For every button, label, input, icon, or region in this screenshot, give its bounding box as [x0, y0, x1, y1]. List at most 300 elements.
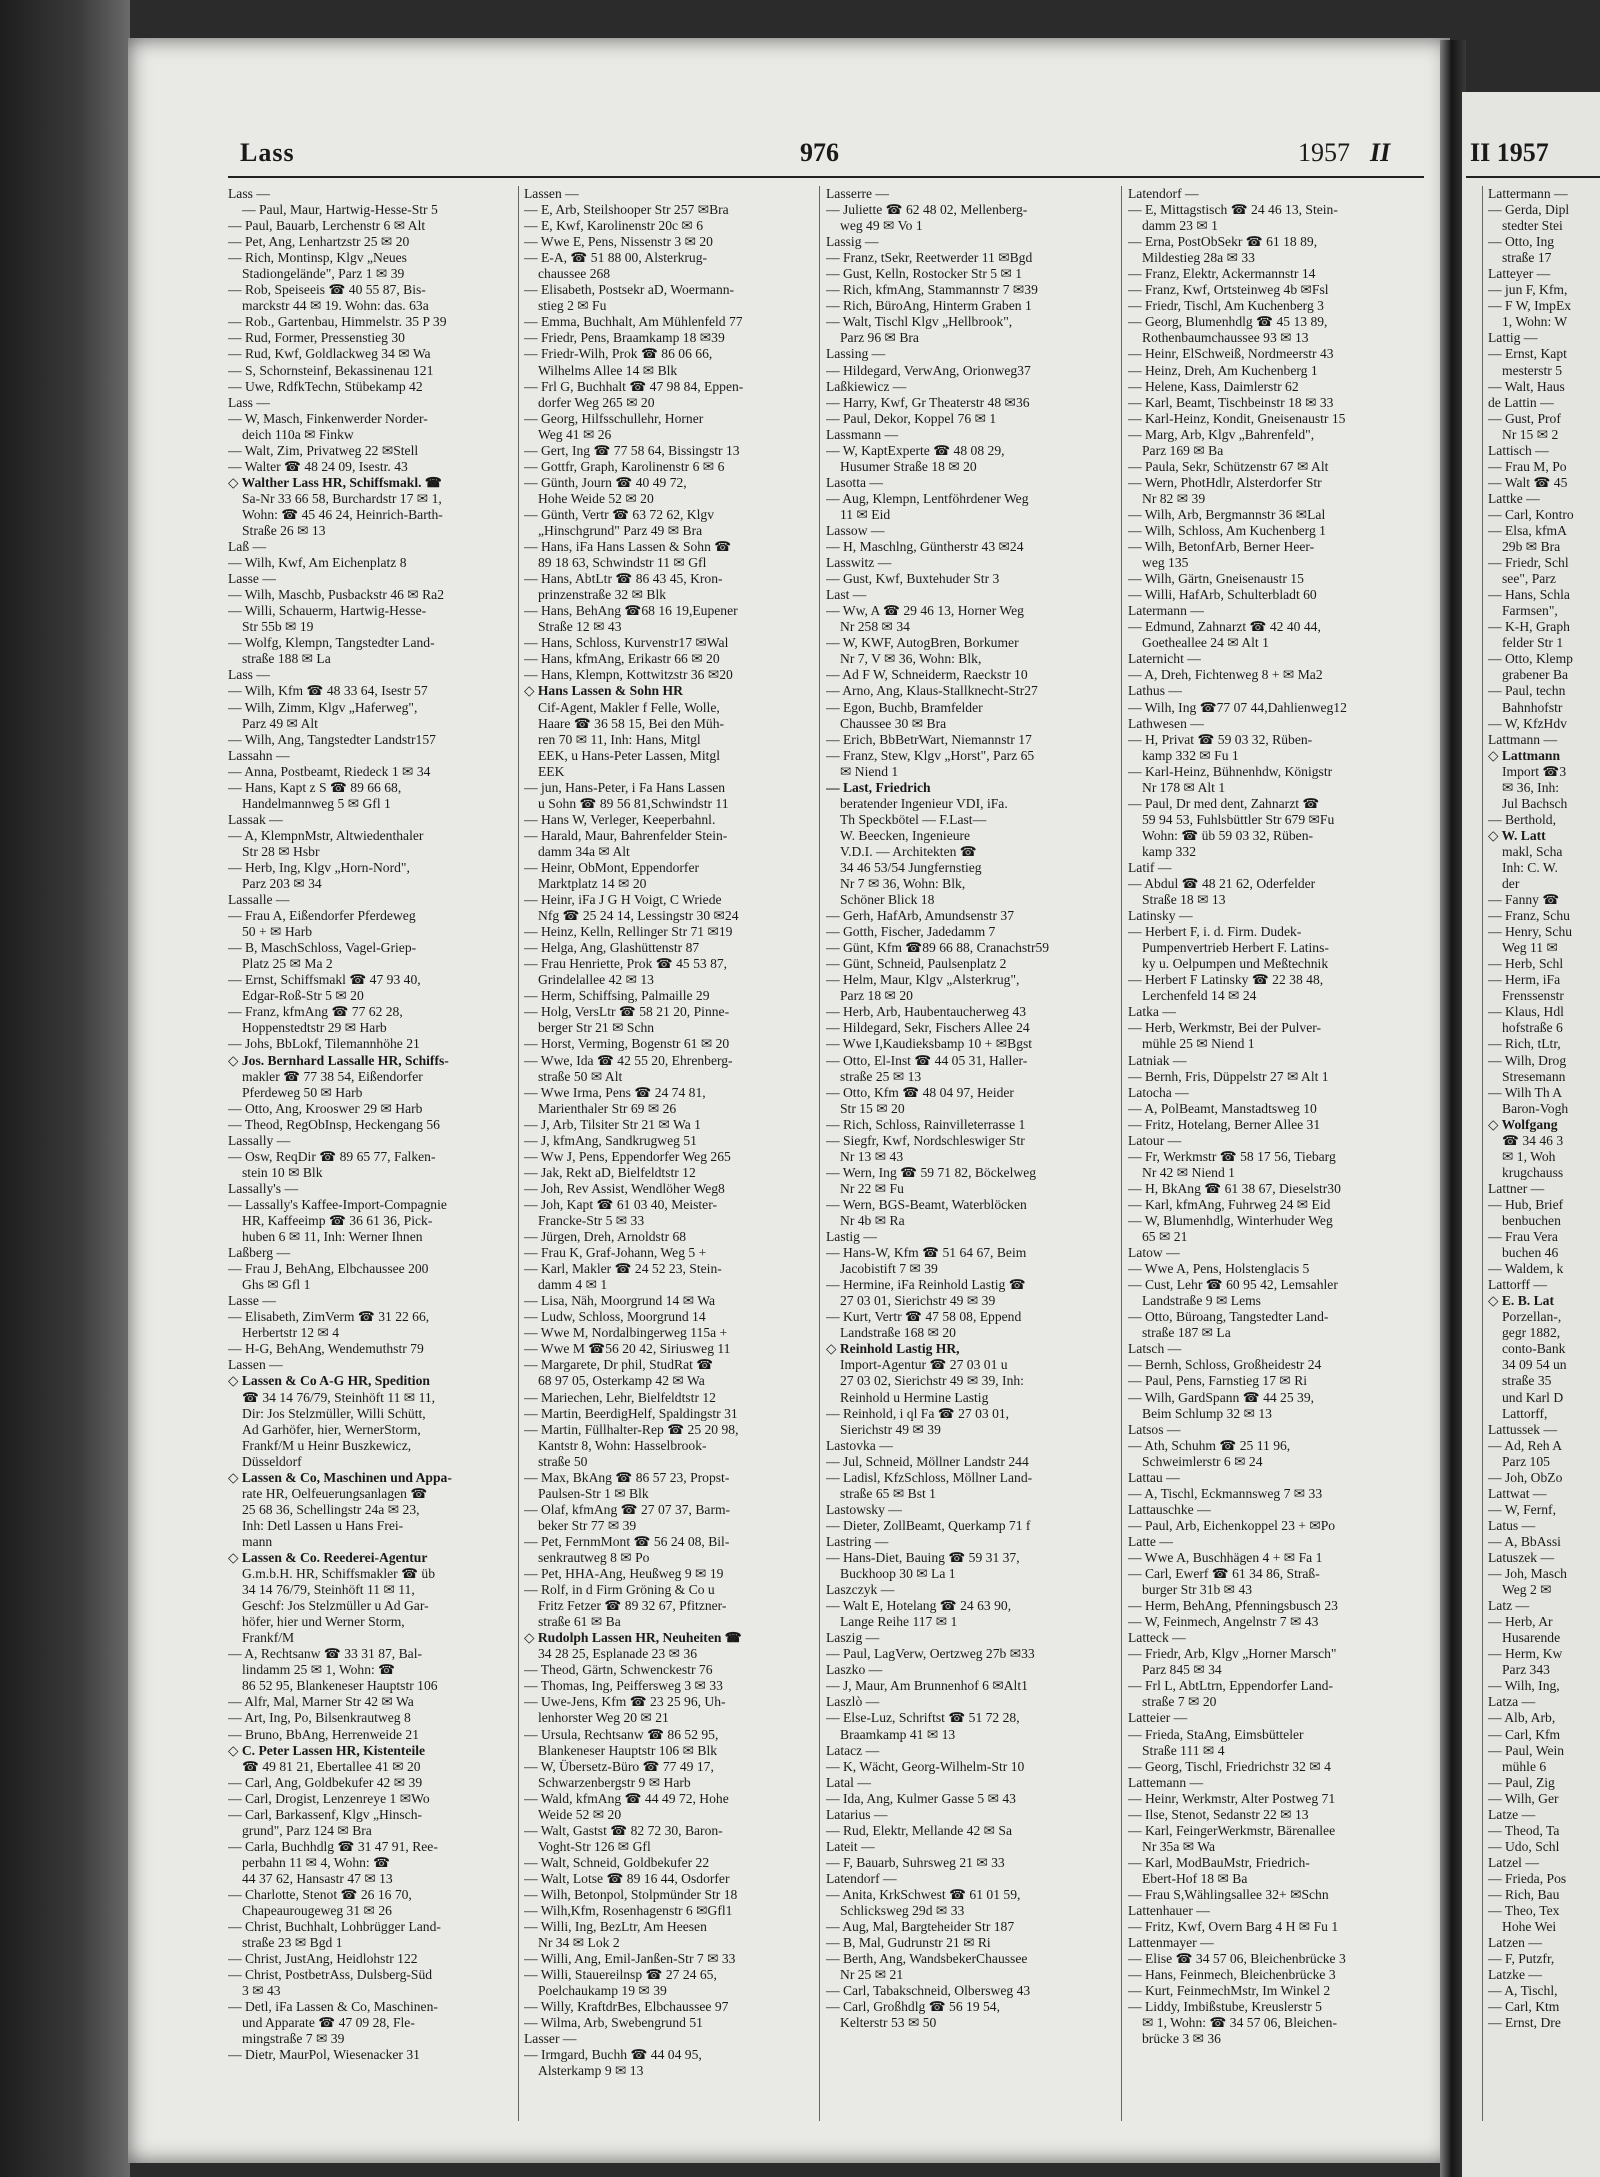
directory-entry: — Christ, Buchhalt, Lohbrügger Land-: [228, 1919, 441, 1935]
directory-entry: — H-G, BehAng, Wendemuthstr 79: [228, 1341, 424, 1357]
entry-continuation: 27 03 02, Sierichstr 49 ✉ 39, Inh:: [840, 1373, 1024, 1389]
entry-continuation: und Apparate ☎ 47 09 28, Fle-: [242, 2015, 415, 2031]
entry-continuation: makl, Scha: [1502, 843, 1563, 859]
entry-continuation: Landstraße 9 ✉ Lems: [1142, 1293, 1261, 1309]
entry-continuation: Edgar-Roß-Str 5 ✉ 20: [242, 988, 364, 1004]
directory-entry: — Franz, Elektr, Ackermannstr 14: [1128, 266, 1316, 282]
surname-heading: Latendorf —: [1128, 186, 1199, 201]
directory-entry: — Egon, Buchb, Bramfelder: [826, 699, 983, 715]
entry-continuation: lindamm 25 ✉ 1, Wohn: ☎: [242, 1662, 396, 1678]
entry-continuation: 1, Wohn: W: [1502, 314, 1568, 330]
directory-entry: — Otto, Kfm ☎ 48 04 97, Heider: [826, 1084, 1014, 1100]
directory-entry: — Heinr, ElSchweiß, Nordmeerstr 43: [1128, 346, 1334, 362]
directory-entry: — Rob, Speiseeis ☎ 40 55 87, Bis-: [228, 282, 426, 298]
directory-entry: — Willy, KraftdrBes, Elbchaussee 97: [524, 1999, 729, 2015]
adjacent-header-rule: [1466, 176, 1600, 178]
entry-continuation: Herbertstr 12 ✉ 4: [242, 1325, 340, 1341]
entry-continuation: — Paul, Maur, Hartwig-Hesse-Str 5: [242, 202, 438, 218]
directory-entry: — Hildegard, VerwAng, Orionweg37: [826, 362, 1031, 378]
directory-entry: — Günt, Schneid, Paulsenplatz 2: [826, 956, 1007, 972]
directory-entry: — Elise ☎ 34 57 06, Bleichenbrücke 3: [1128, 1951, 1346, 1967]
directory-entry: — Franz, Schu: [1488, 908, 1570, 924]
surname-heading: Lass —: [228, 186, 270, 201]
surname-heading: Lattorff —: [1488, 1277, 1548, 1293]
entry-continuation: Str 15 ✉ 20: [840, 1100, 905, 1116]
entry-continuation: Schweimlerstr 6 ✉ 24: [1142, 1453, 1263, 1469]
header-rule: [228, 176, 1424, 178]
entry-continuation: ✉ 1, Wohn: ☎ 34 57 06, Bleichen-: [1142, 2015, 1337, 2031]
entry-continuation: Francke-Str 5 ✉ 33: [538, 1213, 645, 1228]
entry-continuation: u Sohn ☎ 89 56 81,Schwindstr 11: [538, 795, 729, 811]
surname-heading: Lattig —: [1488, 330, 1538, 346]
directory-entry: — Wilh Th A: [1488, 1084, 1563, 1100]
entry-continuation: chaussee 268: [538, 266, 611, 282]
surname-heading: Lassalle —: [228, 892, 290, 908]
surname-heading: Lattemann —: [1128, 1774, 1204, 1790]
entry-continuation: 11 ✉ Eid: [840, 506, 891, 522]
entry-continuation: ✉ Niend 1: [840, 763, 899, 779]
surname-heading: Lassally —: [228, 1132, 291, 1148]
directory-entry: — Udo, Schl: [1488, 1838, 1560, 1854]
directory-entry: — Karl, kfmAng, Fuhrweg 24 ✉ Eid: [1128, 1196, 1331, 1212]
directory-entry: — Günt, Kfm ☎89 66 88, Cranachstr59: [826, 940, 1050, 956]
entry-continuation: straße 35: [1502, 1373, 1552, 1389]
surname-heading: Latzen —: [1488, 1935, 1542, 1951]
entry-continuation: Geschf: Jos Stelzmüller u Ad Gar-: [242, 1598, 429, 1614]
surname-heading: Latarius —: [826, 1806, 888, 1822]
directory-entry: — Carl, Tabakschneid, Olbersweg 43: [826, 1983, 1031, 1999]
directory-entry: — Günth, Vertr ☎ 63 72 62, Klgv: [524, 506, 714, 522]
entry-continuation: Haare ☎ 36 58 15, Bei den Müh-: [538, 715, 725, 731]
directory-entry: — jun, Hans-Peter, i Fa Hans Lassen: [524, 779, 726, 795]
directory-entry: — Hans, iFa Hans Lassen & Sohn ☎: [524, 539, 732, 555]
directory-entry: — Carl, Drogist, Lenzenreye 1 ✉Wo: [228, 1790, 430, 1806]
surname-heading: Laszig —: [826, 1630, 880, 1646]
directory-entry: — Theod, RegObInsp, Heckengang 56: [228, 1116, 440, 1132]
entry-continuation: Alsterkamp 9 ✉ 13: [538, 2063, 644, 2079]
entry-continuation: straße 25 ✉ 13: [840, 1068, 922, 1084]
directory-entry: — Elisabeth, Postsekr aD, Woermann-: [524, 282, 735, 298]
entry-continuation: Bahnhofstr: [1502, 699, 1563, 715]
directory-entry: — Herb, Schl: [1488, 956, 1564, 972]
entry-continuation: makler ☎ 77 38 54, Eißendorfer: [242, 1068, 423, 1084]
directory-entry: — Hans, Schloss, Kurvenstr17 ✉Wal: [524, 635, 729, 651]
directory-entry: — Wern, BGS-Beamt, Waterblöcken: [826, 1196, 1027, 1212]
directory-entry: — Fritz, Kwf, Overn Barg 4 H ✉ Fu 1: [1128, 1919, 1339, 1935]
entry-continuation: Import-Agentur ☎ 27 03 01 u: [840, 1357, 1008, 1373]
entry-continuation: Nr 35a ✉ Wa: [1142, 1838, 1216, 1854]
directory-entry: — Otto, Klemp: [1488, 651, 1573, 667]
entry-continuation: Hohe Weide 52 ✉ 20: [538, 490, 654, 506]
entry-continuation: dorfer Weg 265 ✉ 20: [538, 394, 655, 410]
directory-entry: — Wwe M ☎56 20 42, Siriusweg 11: [524, 1341, 731, 1357]
entry-continuation: kamp 332 ✉ Fu 1: [1142, 747, 1239, 763]
directory-entry: — Heinr, Werkmstr, Alter Postweg 71: [1128, 1790, 1336, 1806]
entry-continuation: 65 ✉ 21: [1142, 1229, 1188, 1245]
directory-entry: — Willi, Ing, BezLtr, Am Heesen: [524, 1919, 707, 1935]
directory-entry: — E-A, ☎ 51 88 00, Alsterkrug-: [524, 250, 708, 266]
entry-continuation: senkrautweg 8 ✉ Po: [538, 1549, 650, 1565]
surname-heading: Lattwat —: [1488, 1485, 1547, 1501]
directory-entry: — Alfr, Mal, Marner Str 42 ✉ Wa: [228, 1694, 414, 1710]
directory-entry: — Carl, Ewerf ☎ 61 34 86, Straß-: [1128, 1566, 1320, 1582]
entry-continuation: straße 7 ✉ 20: [1142, 1694, 1217, 1710]
surname-heading: Latsos —: [1128, 1421, 1181, 1437]
directory-entry: — Fritz, Hotelang, Berner Allee 31: [1128, 1116, 1321, 1132]
surname-heading: Laszko —: [826, 1662, 883, 1678]
entry-continuation: straße 50 ✉ Alt: [538, 1068, 623, 1084]
entry-continuation: Chaussee 30 ✉ Bra: [840, 715, 947, 731]
surname-heading: Latte —: [1128, 1533, 1173, 1549]
directory-entry: — Wilh, Ing ☎77 07 44,Dahlienweg12: [1128, 699, 1347, 715]
directory-entry: — A, Rechtsanw ☎ 33 31 87, Bal-: [228, 1646, 423, 1662]
directory-entry: — Thomas, Ing, Peiffersweg 3 ✉ 33: [524, 1678, 723, 1694]
adjacent-page-column: [1488, 186, 1600, 2121]
entry-continuation: ✉ 36, Inh:: [1502, 779, 1560, 795]
directory-entry: — Walt, Tischl Klgv „Hellbrook",: [826, 314, 1013, 330]
entry-continuation: Nfg ☎ 25 24 14, Lessingstr 30 ✉24: [538, 908, 739, 924]
directory-entry: — Charlotte, Stenot ☎ 26 16 70,: [228, 1886, 412, 1902]
directory-entry: — Ad, Reh A: [1488, 1437, 1563, 1453]
directory-entry: — Rich, Bau: [1488, 1886, 1560, 1902]
running-head-volume: II: [1370, 138, 1391, 167]
directory-entry: — Heinr, iFa J G H Voigt, C Wriede: [524, 892, 722, 908]
surname-heading: Latif —: [1128, 859, 1172, 875]
directory-entry: — W, Blumenhdlg, Winterhuder Weg: [1128, 1213, 1333, 1228]
directory-entry: ◇ E. B. Lat: [1488, 1293, 1554, 1309]
directory-entry: — Johs, BbLokf, Tilemannhöhe 21: [228, 1036, 420, 1052]
directory-entry: — Jul, Schneid, Möllner Landstr 244: [826, 1453, 1029, 1469]
entry-continuation: Poelchaukamp 19 ✉ 39: [538, 1983, 667, 1999]
directory-entry: — Dieter, ZollBeamt, Querkamp 71 f: [826, 1517, 1031, 1533]
directory-entry: — Herbert F Latinsky ☎ 22 38 48,: [1128, 972, 1324, 988]
directory-entry: — Ilse, Stenot, Sedanstr 22 ✉ 13: [1128, 1806, 1309, 1822]
directory-entry: — Franz, Stew, Klgv „Horst", Parz 65: [826, 747, 1035, 763]
entry-continuation: Schöner Blick 18: [840, 892, 935, 908]
entry-continuation: Baron-Vogh: [1502, 1100, 1569, 1116]
entry-continuation: straße 50: [538, 1453, 588, 1469]
surname-heading: Lattermann —: [1488, 186, 1568, 201]
directory-entry: — Frau Vera: [1488, 1229, 1558, 1245]
directory-entry: — Herm, BehAng, Pfenningsbusch 23: [1128, 1598, 1338, 1614]
entry-continuation: mühle 25 ✉ Niend 1: [1142, 1036, 1255, 1052]
directory-entry: — Gust, Prof: [1488, 410, 1561, 426]
directory-entry: — Willi, HafArb, Schulterbladt 60: [1128, 587, 1317, 603]
entry-continuation: Straße 26 ✉ 13: [242, 522, 326, 538]
surname-heading: Latz —: [1488, 1598, 1530, 1614]
entry-continuation: straße 187 ✉ La: [1142, 1325, 1231, 1341]
entry-continuation: 34 14 76/79, Steinhöft 11 ✉ 11,: [242, 1582, 415, 1598]
entry-continuation: Straße 12 ✉ 43: [538, 619, 622, 635]
directory-entry: — jun F, Kfm,: [1488, 282, 1568, 298]
directory-entry: — Wwe E, Pens, Nissenstr 3 ✉ 20: [524, 234, 713, 250]
entry-continuation: HR, Kaffeeimp ☎ 36 61 36, Pick-: [242, 1213, 433, 1228]
entry-continuation: Dir: Jos Stelzmüller, Willi Schütt,: [242, 1405, 426, 1421]
directory-entry: — Gerda, Dipl: [1488, 202, 1570, 218]
directory-entry: — Paul, Dekor, Koppel 76 ✉ 1: [826, 410, 997, 426]
directory-entry: — Alb, Arb,: [1488, 1710, 1556, 1726]
directory-entry: — Liddy, Imbißstube, Kreuslerstr 5: [1128, 1999, 1322, 2015]
entry-continuation: 89 18 63, Schwindstr 11 ✉ Gfl: [538, 555, 707, 571]
directory-entry: — Carl, Kontro: [1488, 506, 1574, 522]
surname-heading: Lastring —: [826, 1533, 889, 1549]
entry-continuation: Platz 25 ✉ Ma 2: [242, 956, 333, 972]
directory-entry: — Art, Ing, Po, Bilsenkrautweg 8: [228, 1710, 411, 1726]
directory-entry: — Frieda, StaAng, Eimsbütteler: [1128, 1726, 1304, 1742]
directory-entry: — Herm, Schiffsing, Palmaille 29: [524, 988, 710, 1004]
surname-heading: Latza —: [1488, 1694, 1536, 1710]
directory-entry: — Margarete, Dr phil, StudRat ☎: [524, 1357, 714, 1373]
entry-continuation: 68 97 05, Osterkamp 42 ✉ Wa: [538, 1373, 705, 1389]
directory-entry: — Harry, Kwf, Gr Theaterstr 48 ✉36: [826, 394, 1030, 410]
column-divider: [518, 186, 519, 2121]
surname-heading: Latze —: [1488, 1806, 1536, 1822]
directory-entry: — Rich, BüroAng, Hinterm Graben 1: [826, 298, 1032, 314]
directory-entry: — Erna, PostObSekr ☎ 61 18 89,: [1128, 234, 1318, 250]
entry-continuation: damm 23 ✉ 1: [1142, 218, 1218, 234]
directory-entry: — Carl, Ktm: [1488, 1999, 1560, 2015]
directory-entry: — Wwe M, Nordalbingerweg 115a +: [524, 1325, 728, 1341]
entry-continuation: Nr 15 ✉ 2: [1502, 426, 1559, 442]
directory-entry: — Wilh, Drog: [1488, 1052, 1567, 1068]
entry-continuation: Landstraße 168 ✉ 20: [840, 1325, 956, 1341]
entry-continuation: Nr 22 ✉ Fu: [840, 1180, 904, 1196]
entry-continuation: stieg 2 ✉ Fu: [538, 298, 607, 314]
entry-continuation: G.m.b.H. HR, Schiffsmakler ☎ üb: [242, 1566, 436, 1582]
surname-heading: Latzke —: [1488, 1967, 1542, 1983]
directory-entry: — F, Putzfr,: [1488, 1951, 1555, 1967]
entry-continuation: höfer, hier und Werner Storm,: [242, 1614, 405, 1630]
entry-continuation: 59 94 53, Fuhlsbüttler Str 679 ✉Fu: [1142, 811, 1335, 827]
directory-entry: ◇ Lassen & Co, Maschinen und Appa-: [228, 1469, 452, 1485]
entry-continuation: prinzenstraße 32 ✉ Blk: [538, 587, 667, 603]
directory-entry: — Heinz, Dreh, Am Kuchenberg 1: [1128, 362, 1318, 378]
entry-continuation: Hoppenstedtstr 29 ✉ Harb: [242, 1020, 387, 1036]
directory-entry: — Jak, Rekt aD, Bielfeldtstr 12: [524, 1164, 696, 1180]
directory-entry: — Walt ☎ 45: [1488, 474, 1568, 490]
directory-entry: — Wilh, Ang, Tangstedter Landstr157: [228, 731, 436, 747]
surname-heading: Lathus —: [1128, 683, 1182, 699]
directory-entry: — Wern, Ing ☎ 59 71 82, Böckelweg: [826, 1164, 1037, 1180]
entry-continuation: Voght-Str 126 ✉ Gfl: [538, 1838, 651, 1854]
directory-entry: — E, Mittagstisch ☎ 24 46 13, Stein-: [1128, 202, 1338, 218]
entry-continuation: ☎ 34 46 3: [1502, 1132, 1564, 1148]
directory-entry: — Max, BkAng ☎ 86 57 23, Propst-: [524, 1469, 730, 1485]
entry-continuation: Weg 11 ✉: [1502, 940, 1558, 956]
entry-continuation: ✉ 1, Woh: [1502, 1148, 1556, 1164]
entry-continuation: Sa-Nr 33 66 58, Burchardstr 17 ✉ 1,: [242, 490, 442, 506]
directory-entry: — Anna, Postbeamt, Riedeck 1 ✉ 34: [228, 763, 431, 779]
surname-heading: Latal —: [826, 1774, 871, 1790]
directory-entry: — Erich, BbBetrWart, Niemannstr 17: [826, 731, 1032, 747]
directory-entry: — W, Feinmech, Angelnstr 7 ✉ 43: [1128, 1614, 1319, 1630]
directory-entry: — Ludw, Schloss, Moorgrund 14: [524, 1309, 706, 1325]
entry-continuation: Chapeaurougeweg 31 ✉ 26: [242, 1903, 392, 1919]
directory-entry: — Paula, Sekr, Schützenstr 67 ✉ Alt: [1128, 458, 1329, 474]
entry-continuation: Kelterstr 53 ✉ 50: [840, 2015, 937, 2031]
directory-entry: — S, Schornsteinf, Bekassinenau 121: [228, 362, 434, 378]
directory-entry: — J, Maur, Am Brunnenhof 6 ✉Alt1: [826, 1678, 1028, 1694]
running-head-year: 1957: [1298, 138, 1350, 167]
directory-entry: — Georg, Hilfsschullehr, Horner: [524, 410, 704, 426]
directory-entry: — Wilh, Maschb, Pusbackstr 46 ✉ Ra2: [228, 587, 444, 603]
directory-entry: — B, MaschSchloss, Vagel-Griep-: [228, 940, 417, 956]
directory-entry: — Emma, Buchhalt, Am Mühlenfeld 77: [524, 314, 743, 330]
directory-entry: — Helm, Maur, Klgv „Alsterkrug",: [826, 972, 1020, 988]
scan-border: [0, 0, 130, 2177]
surname-heading: Lattner —: [1488, 1180, 1545, 1196]
directory-entry: — Ernst, Kapt: [1488, 346, 1567, 362]
directory-entry: — Frau S,Wählingsallee 32+ ✉Schn: [1128, 1886, 1329, 1902]
entry-continuation: Parz 203 ✉ 34: [242, 876, 322, 892]
directory-entry: — Carl, Barkassenf, Klgv „Hinsch-: [228, 1806, 423, 1822]
entry-continuation: Blankeneser Hauptstr 106 ✉ Blk: [538, 1742, 718, 1758]
directory-entry: — Cust, Lehr ☎ 60 95 42, Lemsahler: [1128, 1277, 1338, 1293]
directory-entry: — Otto, Ang, Krooswег 29 ✉ Harb: [228, 1100, 423, 1116]
directory-entry: — Pet, FernmMont ☎ 56 24 08, Bil-: [524, 1533, 730, 1549]
surname-heading: Latteyer —: [1488, 266, 1551, 282]
entry-continuation: Reinhold u Hermine Lastig: [840, 1389, 989, 1405]
entry-continuation: 86 52 95, Blankeneser Hauptstr 106: [242, 1678, 438, 1694]
directory-entry: — Georg, Tischl, Friedrichstr 32 ✉ 4: [1128, 1758, 1331, 1774]
directory-entry: — Elisabeth, ZimVerm ☎ 31 22 66,: [228, 1309, 430, 1325]
directory-entry: — Wwe Irma, Pens ☎ 24 74 81,: [524, 1084, 706, 1100]
directory-entry: — Carla, Buchhdlg ☎ 31 47 91, Ree-: [228, 1838, 438, 1854]
directory-entry: — Wilh, Gärtn, Gneisenaustr 15: [1128, 571, 1304, 587]
directory-entry: — W, KfzHdv: [1488, 715, 1567, 731]
entry-continuation: Sierichstr 49 ✉ 39: [840, 1421, 941, 1437]
directory-entry: — Edmund, Zahnarzt ☎ 42 40 44,: [1128, 619, 1321, 635]
entry-continuation: ☎ 49 81 21, Ebertallee 41 ✉ 20: [242, 1758, 421, 1774]
entry-continuation: stein 10 ✉ Blk: [242, 1164, 323, 1180]
directory-entry: — W, Fernf,: [1488, 1501, 1556, 1517]
directory-entry: — A, Tischl, Eckmannsweg 7 ✉ 33: [1128, 1485, 1323, 1501]
entry-continuation: Pumpenvertrieb Herbert F. Latins-: [1142, 940, 1329, 956]
surname-heading: Lastig —: [826, 1229, 877, 1245]
entry-continuation: Cif-Agent, Makler f Felle, Wolle,: [538, 699, 720, 715]
directory-entry: — Hans W, Verleger, Keeperbahnl.: [524, 811, 716, 827]
surname-heading: Lattenmayer —: [1128, 1935, 1214, 1951]
entry-continuation: benbuchen: [1502, 1213, 1561, 1228]
directory-entry: — Wilh, Kfm ☎ 48 33 64, Isestr 57: [228, 683, 428, 699]
surname-heading: Lattisch —: [1488, 442, 1549, 458]
entry-continuation: 25 68 36, Schellingstr 24a ✉ 23,: [242, 1501, 420, 1517]
surname-heading: Latocha —: [1128, 1084, 1189, 1100]
entry-continuation: Weg 2 ✉: [1502, 1582, 1552, 1598]
entry-continuation: Th Speckbötel — F.Last—: [840, 811, 987, 827]
surname-heading: Latus —: [1488, 1517, 1536, 1533]
directory-entry: — Otto, El-Inst ☎ 44 05 31, Haller-: [826, 1052, 1028, 1068]
directory-entry: — Herbert F, i. d. Firm. Dudek-: [1128, 924, 1302, 940]
directory-entry: — Rich, Schloss, Rainvilleterrasse 1: [826, 1116, 1026, 1132]
directory-entry: — Christ, PostbetrAss, Dulsberg-Süd: [228, 1967, 433, 1983]
entry-continuation: see", Parz: [1502, 571, 1556, 587]
directory-entry: — Herb, Arb, Haubentaucherweg 43: [826, 1004, 1027, 1020]
surname-heading: Laternicht —: [1128, 651, 1201, 667]
directory-entry: — Carl, Kfm: [1488, 1726, 1561, 1742]
directory-entry: — A, Tischl,: [1488, 1983, 1558, 1999]
directory-entry: ◇ W. Latt: [1488, 827, 1546, 843]
directory-entry: — Gottfr, Graph, Karolinenstr 6 ✉ 6: [524, 458, 725, 474]
entry-continuation: Jul Bachsch: [1502, 795, 1568, 811]
directory-entry: — Arno, Ang, Klaus-Stallknecht-Str27: [826, 683, 1038, 699]
entry-continuation: hofstraße 6: [1502, 1020, 1563, 1036]
surname-heading: Latniak —: [1128, 1052, 1187, 1068]
directory-entry: — F, Bauarb, Suhrsweg 21 ✉ 33: [826, 1854, 1005, 1870]
entry-continuation: ky u. Oelpumpen und Meßtechnik: [1142, 956, 1329, 972]
column-divider: [1121, 186, 1122, 2121]
page-number: 976: [800, 138, 839, 167]
entry-continuation: mann: [242, 1533, 273, 1549]
entry-continuation: Straße 111 ✉ 4: [1142, 1742, 1225, 1758]
entry-continuation: kamp 332: [1142, 843, 1196, 859]
surname-heading: Latinsky —: [1128, 908, 1193, 924]
entry-continuation: der: [1502, 876, 1520, 892]
directory-entry: — H, Privat ☎ 59 03 32, Rüben-: [1128, 731, 1313, 747]
surname-heading: Lasse —: [228, 1293, 276, 1309]
directory-entry: — Otto, Büroang, Tangstedter Land-: [1128, 1309, 1329, 1325]
directory-entry: — Helga, Ang, Glashüttenstr 87: [524, 940, 700, 956]
entry-continuation: Parz 343: [1502, 1662, 1550, 1678]
directory-entry: — Irmgard, Buchh ☎ 44 04 95,: [524, 2047, 702, 2063]
surname-heading: Laszczyk —: [826, 1582, 895, 1598]
directory-entry: — Herb, Werkmstr, Bei der Pulver-: [1128, 1020, 1322, 1036]
directory-entry: — Gert, Ing ☎ 77 58 64, Bissingstr 13: [524, 442, 740, 458]
directory-entry: — Rud, Elektr, Mellande 42 ✉ Sa: [826, 1822, 1013, 1838]
directory-entry: — Hildegard, Sekr, Fischers Allee 24: [826, 1020, 1030, 1036]
directory-column-4: [1128, 186, 1411, 2121]
entry-continuation: straße 188 ✉ La: [242, 651, 331, 667]
directory-entry: — Friedr, Schl: [1488, 555, 1569, 571]
directory-entry: — Rich, tLtr,: [1488, 1036, 1561, 1052]
entry-continuation: Nr 34 ✉ Lok 2: [538, 1935, 620, 1951]
directory-entry: — Karl, Beamt, Tischbeinstr 18 ✉ 33: [1128, 394, 1334, 410]
entry-continuation: EEK: [538, 763, 565, 779]
entry-continuation: Frenssenstr: [1502, 988, 1564, 1004]
entry-continuation: grabener Ba: [1502, 667, 1569, 683]
directory-entry: — Lassally's Kaffee-Import-Compagnie: [228, 1196, 447, 1212]
directory-entry: — Theod, Ta: [1488, 1822, 1560, 1838]
directory-column-3: [826, 186, 1109, 2121]
entry-continuation: Mildestieg 28a ✉ 33: [1142, 250, 1255, 266]
entry-continuation: Inh: C. W.: [1502, 859, 1558, 875]
directory-entry: — Hans, Feinmech, Bleichenbrücke 3: [1128, 1967, 1336, 1983]
surname-heading: Lattenhauer —: [1128, 1903, 1210, 1919]
entry-continuation: Nr 13 ✉ 43: [840, 1148, 904, 1164]
entry-continuation: 34 09 54 un: [1502, 1357, 1567, 1373]
directory-entry: — Walt, Schneid, Goldbekufer 22: [524, 1854, 710, 1870]
entry-continuation: Goetheallee 24 ✉ Alt 1: [1142, 635, 1269, 651]
surname-heading: Lassally's —: [228, 1180, 299, 1196]
directory-entry: — Frl G, Buchhalt ☎ 47 98 84, Eppen-: [524, 378, 744, 394]
entry-continuation: Marienthaler Str 69 ✉ 26: [538, 1100, 677, 1116]
directory-entry: — Holg, VersLtr ☎ 58 21 20, Pinne-: [524, 1004, 730, 1020]
directory-entry: — Frau A, Eißendorfer Pferdeweg: [228, 908, 416, 924]
directory-entry: — Wolfg, Klempn, Tangstedter Land-: [228, 635, 435, 651]
surname-heading: Lassig —: [826, 234, 879, 250]
entry-continuation: Handelmannweg 5 ✉ Gfl 1: [242, 795, 391, 811]
entry-continuation: Parz 49 ✉ Alt: [242, 715, 318, 731]
entry-continuation: 27 03 01, Sierichstr 49 ✉ 39: [840, 1293, 996, 1309]
entry-continuation: gegr 1882,: [1502, 1325, 1561, 1341]
directory-entry: — J, kfmAng, Sandkrugweg 51: [524, 1132, 697, 1148]
directory-entry: — Uwe, RdfkTechn, Stübekamp 42: [228, 378, 423, 394]
directory-entry: — Hans, Klempn, Kottwitzstr 36 ✉20: [524, 667, 733, 683]
directory-entry: — Frau K, Graf-Johann, Weg 5 +: [524, 1245, 707, 1261]
adjacent-page-header: II 1957: [1470, 138, 1549, 167]
directory-entry: — Wwe A, Pens, Holstenglacis 5: [1128, 1261, 1310, 1277]
entry-continuation: Weide 52 ✉ 20: [538, 1806, 622, 1822]
